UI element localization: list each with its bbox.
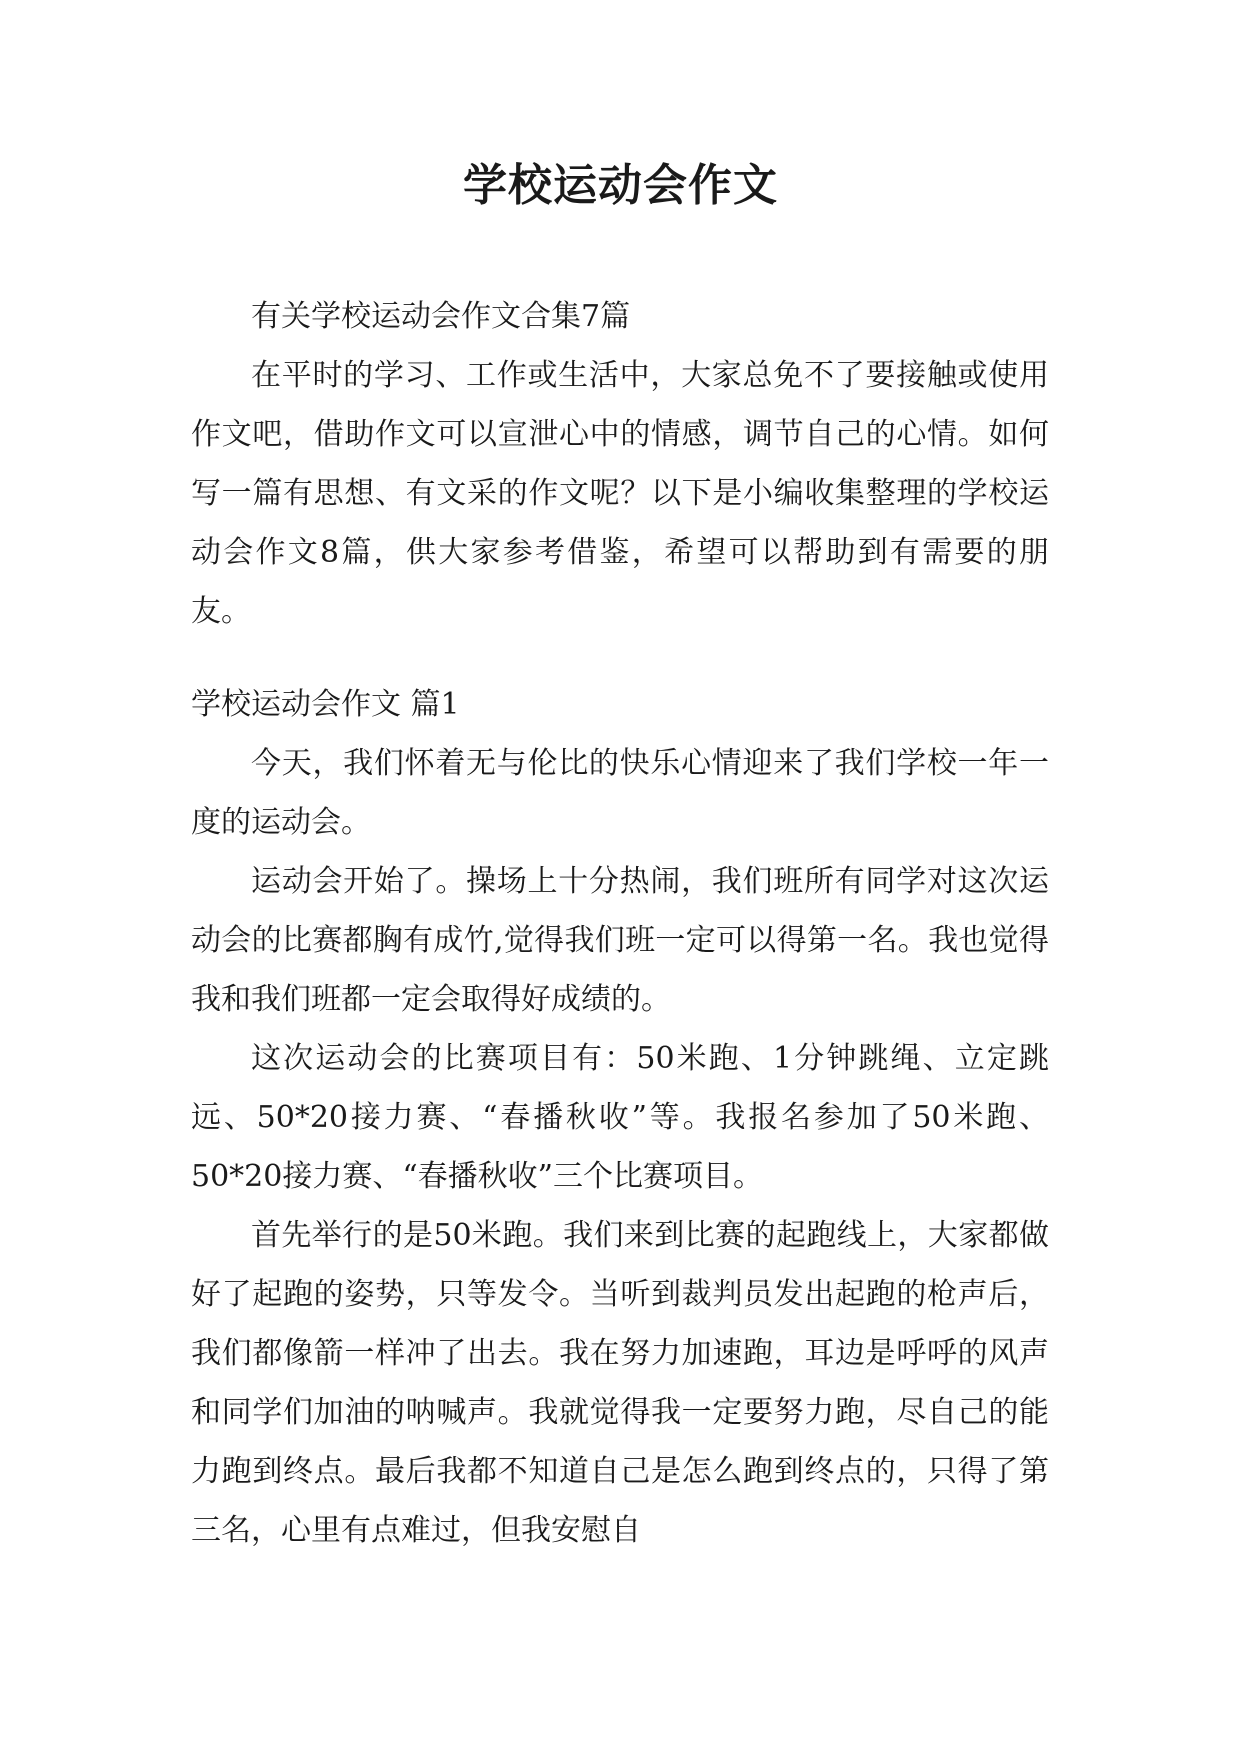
page-title: 学校运动会作文 [463,160,778,211]
document-subtitle: 有关学校运动会作文合集7篇 [251,299,631,334]
body-paragraph: 今天，我们怀着无与伦比的快乐心情迎来了我们学校一年一度的运动会。 [191,746,1049,840]
document-body [191,287,1049,1560]
body-paragraph: 运动会开始了。操场上十分热闹，我们班所有同学对这次运动会的比赛都胸有成竹,觉得我们班一定可以得第一名。我也觉得我和我们班都一定会取得好成绩的。 [191,864,1049,1017]
intro-paragraph: 在平时的学习、工作或生活中，大家总免不了要接触或使用作文吧，借助作文可以宣泄心中的情感，调节自己的心情。如何写一篇有思想、有文采的作文呢？以下是小编收集整理的学校运动会作文8篇，供大家参考借鉴，希望可以帮助到有需要的朋友。 [191,358,1049,629]
body-paragraph: 这次运动会的比赛项目有：50米跑、1分钟跳绳、立定跳远、50*20接力赛、“春播秋收”等。我报名参加了50米跑、50*20接力赛、“春播秋收”三个比赛项目。 [191,1041,1049,1194]
section-heading: 学校运动会作文 篇1 [191,687,460,722]
body-paragraph: 首先举行的是50米跑。我们来到比赛的起跑线上，大家都做好了起跑的姿势，只等发令。当听到裁判员发出起跑的枪声后，我们都像箭一样冲了出去。我在努力加速跑，耳边是呼呼的风声和同学们加油的呐喊声。我就觉得我一定要努力跑，尽自己的能力跑到终点。最后我都不知道自己是怎么跑到终点的，只得了第三名，心里有点难过，但我安慰自 [191,1218,1049,1548]
